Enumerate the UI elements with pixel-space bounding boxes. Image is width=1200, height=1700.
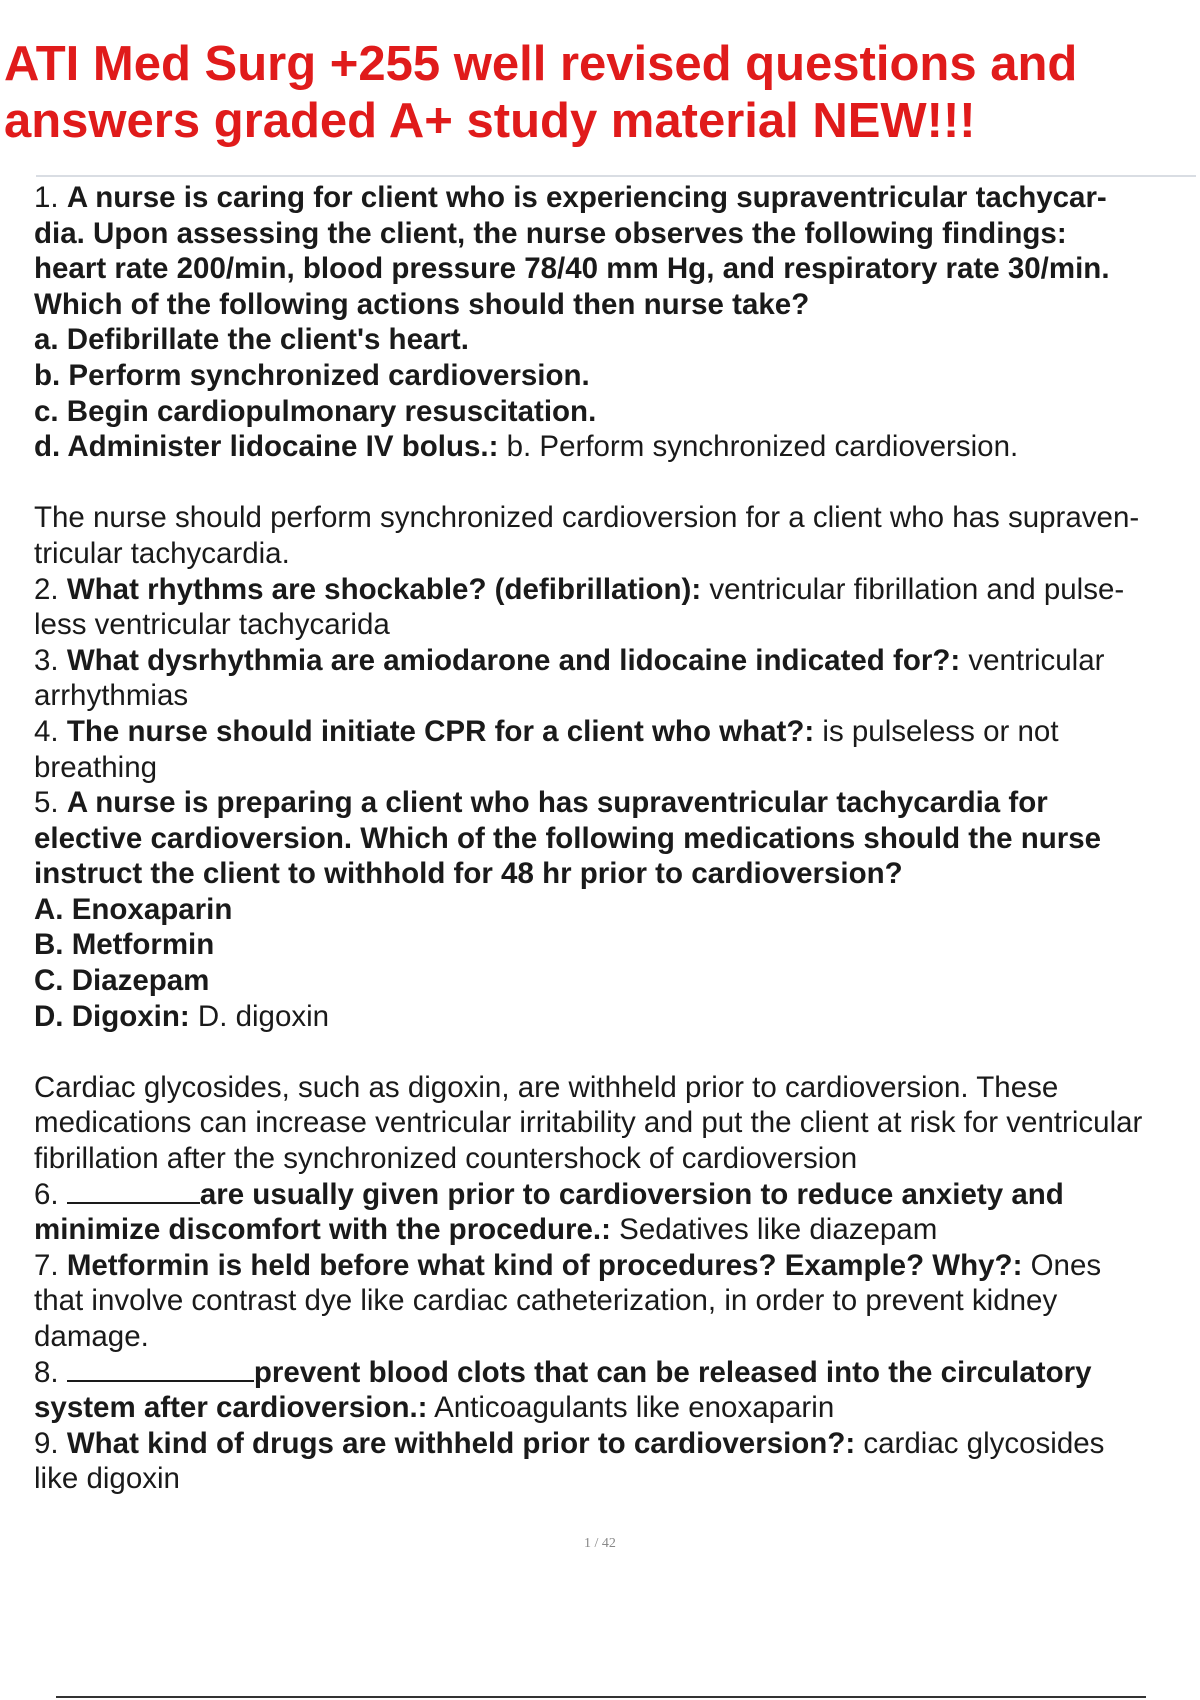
answer-text: Sedatives like diazepam (610, 1213, 938, 1247)
title-line-1: ATI Med Surg +255 well revised questions and (4, 37, 1078, 91)
answer-text: ventricular fibrillation and pulse- (701, 572, 1125, 606)
question-3 (34, 643, 1200, 714)
question-number: 5. (34, 786, 59, 820)
question-number: 9. (34, 1426, 59, 1460)
question-6 (34, 1177, 1200, 1248)
question-list (34, 180, 1200, 1497)
question-1 (34, 180, 1200, 572)
answer-text: b. Perform synchronized cardioversion. (498, 430, 1019, 464)
question-text: are usually given prior to cardioversion to reduce anxiety and (199, 1177, 1064, 1211)
question-number: 1. (34, 181, 59, 214)
answer-text: like digoxin (34, 1462, 180, 1496)
question-number: 8. (34, 1355, 59, 1389)
title-divider (36, 175, 1196, 177)
answer-text: D. digoxin (189, 999, 330, 1033)
question-text: dia. Upon assessing the client, the nurse observes the following findings: (34, 216, 1067, 250)
option-c: c. Begin cardiopulmonary resuscitation. (34, 394, 597, 428)
question-text: elective cardioversion. Which of the following medications should the nurse (34, 821, 1102, 855)
explanation-text: fibrillation after the synchronized countershock of cardioversion (34, 1142, 858, 1176)
question-text: system after cardioversion.: (34, 1391, 428, 1425)
page-number: 1 / 42 (584, 1536, 616, 1551)
option-b: B. Metformin (34, 928, 215, 962)
question-text: Metformin is held before what kind of procedures? Example? Why?: (66, 1248, 1023, 1282)
question-number: 2. (34, 572, 59, 606)
fill-in-blank (67, 1178, 200, 1204)
question-number: 4. (34, 714, 59, 748)
page-bottom-divider (56, 1696, 1146, 1698)
option-d: D. Digoxin: (34, 999, 190, 1033)
question-text: The nurse should initiate CPR for a client who what?: (66, 714, 815, 748)
answer-text: is pulseless or not (814, 714, 1059, 748)
question-text: instruct the client to withhold for 48 hr prior to cardioversion? (34, 857, 903, 891)
answer-text: cardiac glycosides (855, 1426, 1105, 1460)
answer-text: ventricular (960, 643, 1105, 677)
explanation-text: Cardiac glycosides, such as digoxin, are withheld prior to cardioversion. These (34, 1070, 1059, 1104)
title-line-2: answers graded A+ study material NEW!!! (4, 94, 976, 148)
answer-text: breathing (34, 750, 158, 784)
question-text: heart rate 200/min, blood pressure 78/40 mm Hg, and respiratory rate 30/min. (34, 252, 1110, 286)
option-a: a. Defibrillate the client's heart. (34, 323, 469, 357)
explanation-text: The nurse should perform synchronized cardioversion for a client who has supraven- (34, 501, 1140, 535)
explanation-text: medications can increase ventricular irritability and put the client at risk for ventricular (34, 1106, 1143, 1140)
question-text: What rhythms are shockable? (defibrillation): (66, 572, 702, 606)
question-7 (34, 1248, 1200, 1355)
answer-text: less ventricular tachycarida (34, 608, 390, 642)
question-text: A nurse is caring for client who is experiencing supraventricular tachycar- (66, 181, 1107, 214)
question-9 (34, 1426, 1200, 1497)
answer-text: arrhythmias (34, 679, 189, 713)
question-text: minimize discomfort with the procedure.: (34, 1213, 611, 1247)
document-title (4, 36, 1184, 150)
question-text: prevent blood clots that can be released into the circulatory (253, 1355, 1092, 1389)
question-text: Which of the following actions should then nurse take? (34, 287, 810, 321)
question-text: What dysrhythmia are amiodarone and lidocaine indicated for?: (66, 643, 961, 677)
answer-text: that involve contrast dye like cardiac catheterization, in order to prevent kidney (34, 1284, 1058, 1318)
question-4 (34, 714, 1200, 785)
question-number: 3. (34, 643, 59, 677)
explanation-text: tricular tachycardia. (34, 536, 290, 570)
option-d: d. Administer lidocaine IV bolus.: (34, 430, 499, 464)
answer-text: Anticoagulants like enoxaparin (427, 1391, 835, 1425)
question-number: 6. (34, 1177, 59, 1211)
question-text: A nurse is preparing a client who has supraventricular tachycardia for (66, 786, 1048, 820)
option-b: b. Perform synchronized cardioversion. (34, 358, 590, 392)
question-5 (34, 785, 1200, 1177)
question-text: What kind of drugs are withheld prior to cardioversion?: (66, 1426, 856, 1460)
option-a: A. Enoxaparin (34, 892, 233, 926)
question-8 (34, 1355, 1200, 1426)
answer-text: damage. (34, 1320, 149, 1353)
answer-text: Ones (1022, 1248, 1102, 1282)
fill-in-blank (67, 1356, 254, 1382)
question-number: 7. (34, 1248, 59, 1282)
option-c: C. Diazepam (34, 964, 210, 998)
question-2 (34, 572, 1200, 643)
